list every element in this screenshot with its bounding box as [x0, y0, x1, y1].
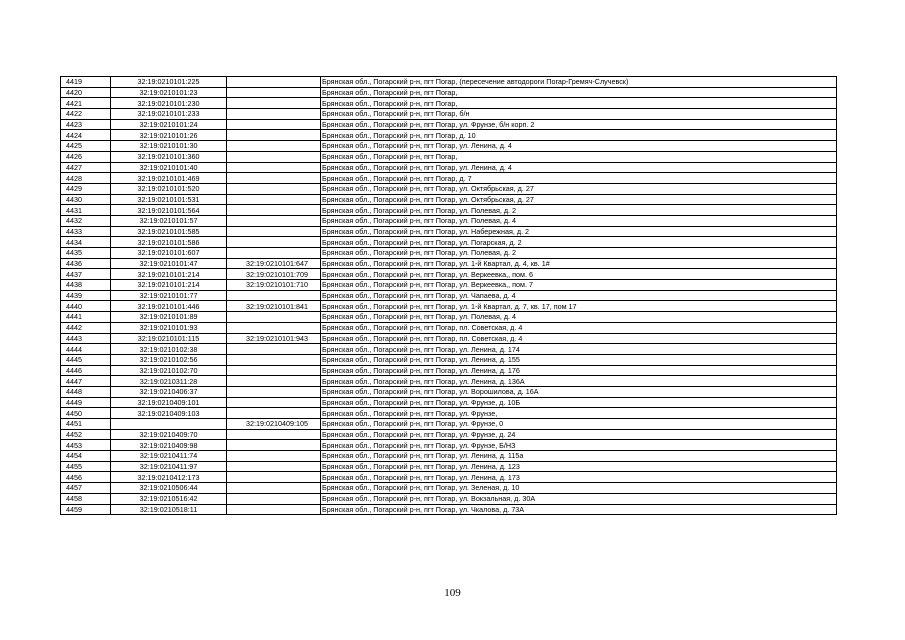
table-row	[61, 493, 837, 504]
address-cell: Брянская обл., Погарский р-н, пгт Погар, пл. Советская, д. 4	[321, 333, 837, 344]
table-row	[61, 162, 837, 173]
parent-cadastral-number-cell: 32:19:0210101:841	[227, 301, 321, 312]
row-number-cell: 4438	[61, 280, 111, 291]
table-row	[61, 173, 837, 184]
row-number-cell: 4449	[61, 397, 111, 408]
parent-cadastral-number-cell	[227, 151, 321, 162]
address-cell: Брянская обл., Погарский р-н, пгт Погар, ул. Веркеевка,, пом. 6	[321, 269, 837, 280]
row-number-cell: 4421	[61, 98, 111, 109]
address-cell: Брянская обл., Погарский р-н, пгт Погар, ул. Ленина, д. 155	[321, 354, 837, 365]
row-number-cell: 4441	[61, 312, 111, 323]
table-row	[61, 429, 837, 440]
row-number-cell: 4424	[61, 130, 111, 141]
cadastral-number-cell: 32:19:0210101:233	[111, 109, 227, 120]
address-cell: Брянская обл., Погарский р-н, пгт Погар, пл. Советская, д. 4	[321, 322, 837, 333]
row-number-cell: 4419	[61, 77, 111, 88]
parent-cadastral-number-cell	[227, 440, 321, 451]
parent-cadastral-number-cell	[227, 408, 321, 419]
address-cell: Брянская обл., Погарский р-н, пгт Погар, ул. Ленина, д. 123	[321, 461, 837, 472]
table-row	[61, 109, 837, 120]
address-cell: Брянская обл., Погарский р-н, пгт Погар, (пересечение автодороги Погар-Гремяч-Случевск)	[321, 77, 837, 88]
parent-cadastral-number-cell	[227, 312, 321, 323]
table-row	[61, 87, 837, 98]
table-row	[61, 280, 837, 291]
parent-cadastral-number-cell	[227, 205, 321, 216]
row-number-cell: 4422	[61, 109, 111, 120]
address-cell: Брянская обл., Погарский р-н, пгт Погар, ул. Фрунзе, д. 10Б	[321, 397, 837, 408]
parent-cadastral-number-cell	[227, 322, 321, 333]
address-cell: Брянская обл., Погарский р-н, пгт Погар,	[321, 151, 837, 162]
address-cell: Брянская обл., Погарский р-н, пгт Погар, ул. Фрунзе, 0	[321, 419, 837, 430]
row-number-cell: 4443	[61, 333, 111, 344]
cadastral-number-cell: 32:19:0210101:469	[111, 173, 227, 184]
address-cell: Брянская обл., Погарский р-н, пгт Погар, ул. Ленина, д. 4	[321, 141, 837, 152]
row-number-cell: 4455	[61, 461, 111, 472]
table-row	[61, 344, 837, 355]
row-number-cell: 4434	[61, 237, 111, 248]
table-row	[61, 151, 837, 162]
row-number-cell: 4431	[61, 205, 111, 216]
table-row	[61, 483, 837, 494]
table-row	[61, 215, 837, 226]
row-number-cell: 4428	[61, 173, 111, 184]
cadastral-number-cell: 32:19:0210101:214	[111, 280, 227, 291]
table-row	[61, 451, 837, 462]
parent-cadastral-number-cell	[227, 109, 321, 120]
cadastral-number-cell: 32:19:0210101:360	[111, 151, 227, 162]
row-number-cell: 4454	[61, 451, 111, 462]
table-row	[61, 312, 837, 323]
cadastral-number-cell: 32:19:0210409:70	[111, 429, 227, 440]
parent-cadastral-number-cell: 32:19:0210101:943	[227, 333, 321, 344]
cadastral-number-cell: 32:19:0210409:103	[111, 408, 227, 419]
row-number-cell: 4447	[61, 376, 111, 387]
cadastral-number-cell: 32:19:0210101:520	[111, 183, 227, 194]
row-number-cell: 4430	[61, 194, 111, 205]
address-cell: Брянская обл., Погарский р-н, пгт Погар, ул. Ленина, д. 4	[321, 162, 837, 173]
cadastral-number-cell: 32:19:0210409:101	[111, 397, 227, 408]
row-number-cell: 4444	[61, 344, 111, 355]
parent-cadastral-number-cell	[227, 77, 321, 88]
address-cell: Брянская обл., Погарский р-н, пгт Погар, ул. Фрунзе, д. 24	[321, 429, 837, 440]
address-cell: Брянская обл., Погарский р-н, пгт Погар, ул. Полевая, д. 4	[321, 312, 837, 323]
parent-cadastral-number-cell	[227, 130, 321, 141]
row-number-cell: 4423	[61, 119, 111, 130]
table-row	[61, 258, 837, 269]
row-number-cell: 4429	[61, 183, 111, 194]
row-number-cell: 4459	[61, 504, 111, 515]
cadastral-number-cell: 32:19:0210101:230	[111, 98, 227, 109]
address-cell: Брянская обл., Погарский р-н, пгт Погар, ул. Чкалова, д. 73А	[321, 504, 837, 515]
address-cell: Брянская обл., Погарский р-н, пгт Погар, б/н	[321, 109, 837, 120]
parent-cadastral-number-cell	[227, 451, 321, 462]
table-row	[61, 290, 837, 301]
address-cell: Брянская обл., Погарский р-н, пгт Погар, ул. Фрунзе,	[321, 408, 837, 419]
row-number-cell: 4448	[61, 386, 111, 397]
parent-cadastral-number-cell	[227, 493, 321, 504]
address-cell: Брянская обл., Погарский р-н, пгт Погар, ул. 1-й Квартал, д. 7, кв. 17, пом 17	[321, 301, 837, 312]
cadastral-number-cell: 32:19:0210516:42	[111, 493, 227, 504]
row-number-cell: 4456	[61, 472, 111, 483]
cadastral-number-cell: 32:19:0210101:23	[111, 87, 227, 98]
cadastral-number-cell: 32:19:0210101:93	[111, 322, 227, 333]
parent-cadastral-number-cell: 32:19:0210409:105	[227, 419, 321, 430]
table-row	[61, 376, 837, 387]
address-cell: Брянская обл., Погарский р-н, пгт Погар, ул. Ленина, д. 173	[321, 472, 837, 483]
table-row	[61, 226, 837, 237]
table-row	[61, 77, 837, 88]
cadastral-number-cell: 32:19:0210101:115	[111, 333, 227, 344]
cadastral-number-cell: 32:19:0210101:225	[111, 77, 227, 88]
table-row	[61, 504, 837, 515]
registry-table-body	[61, 77, 837, 515]
row-number-cell: 4445	[61, 354, 111, 365]
address-cell: Брянская обл., Погарский р-н, пгт Погар, ул. Полевая, д. 4	[321, 215, 837, 226]
cadastral-number-cell: 32:19:0210518:11	[111, 504, 227, 515]
parent-cadastral-number-cell	[227, 472, 321, 483]
table-row	[61, 365, 837, 376]
parent-cadastral-number-cell	[227, 504, 321, 515]
table-row	[61, 354, 837, 365]
table-row	[61, 119, 837, 130]
row-number-cell: 4435	[61, 248, 111, 259]
address-cell: Брянская обл., Погарский р-н, пгт Погар, д. 7	[321, 173, 837, 184]
parent-cadastral-number-cell	[227, 119, 321, 130]
table-row	[61, 333, 837, 344]
address-cell: Брянская обл., Погарский р-н, пгт Погар, ул. Ленина, д. 174	[321, 344, 837, 355]
row-number-cell: 4450	[61, 408, 111, 419]
address-cell: Брянская обл., Погарский р-н, пгт Погар, ул. Ленина, д. 115а	[321, 451, 837, 462]
table-row	[61, 397, 837, 408]
cadastral-number-cell: 32:19:0210409:98	[111, 440, 227, 451]
cadastral-number-cell: 32:19:0210101:214	[111, 269, 227, 280]
address-cell: Брянская обл., Погарский р-н, пгт Погар, ул. Октябрьская, д. 27	[321, 194, 837, 205]
table-row	[61, 419, 837, 430]
cadastral-number-cell: 32:19:0210101:607	[111, 248, 227, 259]
address-cell: Брянская обл., Погарский р-н, пгт Погар, д. 10	[321, 130, 837, 141]
cadastral-number-cell: 32:19:0210406:37	[111, 386, 227, 397]
cadastral-number-cell: 32:19:0210311:28	[111, 376, 227, 387]
cadastral-number-cell: 32:19:0210102:38	[111, 344, 227, 355]
address-cell: Брянская обл., Погарский р-н, пгт Погар, ул. Ленина, д. 136А	[321, 376, 837, 387]
row-number-cell: 4458	[61, 493, 111, 504]
parent-cadastral-number-cell	[227, 290, 321, 301]
table-row	[61, 130, 837, 141]
parent-cadastral-number-cell	[227, 354, 321, 365]
parent-cadastral-number-cell	[227, 344, 321, 355]
table-row	[61, 408, 837, 419]
parent-cadastral-number-cell	[227, 98, 321, 109]
cadastral-number-cell	[111, 419, 227, 430]
cadastral-number-cell: 32:19:0210101:47	[111, 258, 227, 269]
row-number-cell: 4433	[61, 226, 111, 237]
parent-cadastral-number-cell	[227, 386, 321, 397]
table-row	[61, 269, 837, 280]
address-cell: Брянская обл., Погарский р-н, пгт Погар,	[321, 98, 837, 109]
parent-cadastral-number-cell	[227, 87, 321, 98]
parent-cadastral-number-cell	[227, 215, 321, 226]
table-row	[61, 472, 837, 483]
table-row	[61, 440, 837, 451]
row-number-cell: 4437	[61, 269, 111, 280]
table-row	[61, 98, 837, 109]
page-number: 109	[444, 587, 461, 599]
row-number-cell: 4451	[61, 419, 111, 430]
address-cell: Брянская обл., Погарский р-н, пгт Погар, ул. Чапаева, д. 4	[321, 290, 837, 301]
cadastral-number-cell: 32:19:0210101:585	[111, 226, 227, 237]
address-cell: Брянская обл., Погарский р-н, пгт Погар, ул. Веркеевка,, пом. 7	[321, 280, 837, 291]
row-number-cell: 4442	[61, 322, 111, 333]
table-row	[61, 248, 837, 259]
parent-cadastral-number-cell	[227, 376, 321, 387]
parent-cadastral-number-cell	[227, 237, 321, 248]
cadastral-number-cell: 32:19:0210411:97	[111, 461, 227, 472]
parent-cadastral-number-cell	[227, 365, 321, 376]
row-number-cell: 4446	[61, 365, 111, 376]
address-cell: Брянская обл., Погарский р-н, пгт Погар, ул. 1-й Квартал, д. 4, кв. 1#	[321, 258, 837, 269]
parent-cadastral-number-cell	[227, 141, 321, 152]
address-cell: Брянская обл., Погарский р-н, пгт Погар, ул. Погарская, д. 2	[321, 237, 837, 248]
table-row	[61, 461, 837, 472]
cadastral-number-cell: 32:19:0210101:586	[111, 237, 227, 248]
cadastral-number-cell: 32:19:0210506:44	[111, 483, 227, 494]
row-number-cell: 4426	[61, 151, 111, 162]
cadastral-number-cell: 32:19:0210101:89	[111, 312, 227, 323]
table-row	[61, 183, 837, 194]
cadastral-number-cell: 32:19:0210101:30	[111, 141, 227, 152]
address-cell: Брянская обл., Погарский р-н, пгт Погар, ул. Полевая, д. 2	[321, 248, 837, 259]
row-number-cell: 4457	[61, 483, 111, 494]
cadastral-number-cell: 32:19:0210412:173	[111, 472, 227, 483]
row-number-cell: 4427	[61, 162, 111, 173]
cadastral-number-cell: 32:19:0210101:446	[111, 301, 227, 312]
parent-cadastral-number-cell: 32:19:0210101:710	[227, 280, 321, 291]
address-cell: Брянская обл., Погарский р-н, пгт Погар, ул. Вокзальная, д. 30А	[321, 493, 837, 504]
row-number-cell: 4440	[61, 301, 111, 312]
table-row	[61, 141, 837, 152]
cadastral-registry-table	[60, 76, 837, 515]
address-cell: Брянская обл., Погарский р-н, пгт Погар, ул. Фрунзе, б/н корп. 2	[321, 119, 837, 130]
parent-cadastral-number-cell: 32:19:0210101:647	[227, 258, 321, 269]
table-row	[61, 237, 837, 248]
cadastral-number-cell: 32:19:0210101:564	[111, 205, 227, 216]
address-cell: Брянская обл., Погарский р-н, пгт Погар, ул. Фрунзе, Б/НЗ	[321, 440, 837, 451]
row-number-cell: 4439	[61, 290, 111, 301]
row-number-cell: 4425	[61, 141, 111, 152]
address-cell: Брянская обл., Погарский р-н, пгт Погар, ул. Ленина, д. 176	[321, 365, 837, 376]
cadastral-number-cell: 32:19:0210101:57	[111, 215, 227, 226]
address-cell: Брянская обл., Погарский р-н, пгт Погар, ул. Октябрьская, д. 27	[321, 183, 837, 194]
parent-cadastral-number-cell	[227, 461, 321, 472]
cadastral-number-cell: 32:19:0210101:26	[111, 130, 227, 141]
row-number-cell: 4452	[61, 429, 111, 440]
row-number-cell: 4436	[61, 258, 111, 269]
parent-cadastral-number-cell	[227, 173, 321, 184]
table-row	[61, 205, 837, 216]
row-number-cell: 4432	[61, 215, 111, 226]
address-cell: Брянская обл., Погарский р-н, пгт Погар, ул. Зеленая, д. 10	[321, 483, 837, 494]
cadastral-number-cell: 32:19:0210102:70	[111, 365, 227, 376]
parent-cadastral-number-cell	[227, 183, 321, 194]
address-cell: Брянская обл., Погарский р-н, пгт Погар,	[321, 87, 837, 98]
table-row	[61, 194, 837, 205]
table-row	[61, 386, 837, 397]
parent-cadastral-number-cell	[227, 397, 321, 408]
cadastral-number-cell: 32:19:0210101:40	[111, 162, 227, 173]
cadastral-number-cell: 32:19:0210101:77	[111, 290, 227, 301]
parent-cadastral-number-cell: 32:19:0210101:709	[227, 269, 321, 280]
parent-cadastral-number-cell	[227, 226, 321, 237]
parent-cadastral-number-cell	[227, 248, 321, 259]
cadastral-number-cell: 32:19:0210102:56	[111, 354, 227, 365]
address-cell: Брянская обл., Погарский р-н, пгт Погар, ул. Набережная, д. 2	[321, 226, 837, 237]
cadastral-number-cell: 32:19:0210411:74	[111, 451, 227, 462]
table-row	[61, 322, 837, 333]
parent-cadastral-number-cell	[227, 162, 321, 173]
row-number-cell: 4453	[61, 440, 111, 451]
cadastral-number-cell: 32:19:0210101:24	[111, 119, 227, 130]
parent-cadastral-number-cell	[227, 483, 321, 494]
parent-cadastral-number-cell	[227, 194, 321, 205]
row-number-cell: 4420	[61, 87, 111, 98]
table-row	[61, 301, 837, 312]
cadastral-number-cell: 32:19:0210101:531	[111, 194, 227, 205]
address-cell: Брянская обл., Погарский р-н, пгт Погар, ул. Полевая, д. 2	[321, 205, 837, 216]
parent-cadastral-number-cell	[227, 429, 321, 440]
address-cell: Брянская обл., Погарский р-н, пгт Погар, ул. Ворошилова, д. 16А	[321, 386, 837, 397]
